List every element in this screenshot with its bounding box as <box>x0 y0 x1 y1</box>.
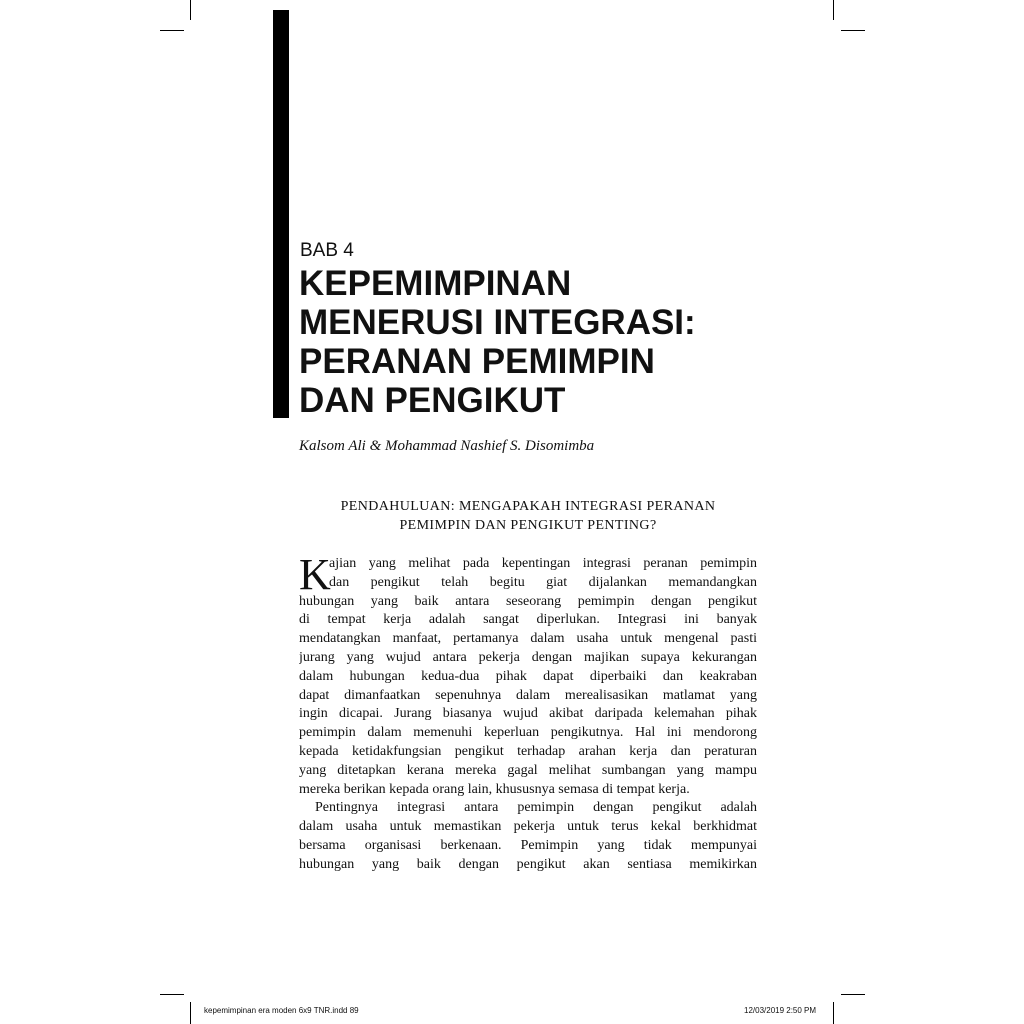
crop-mark <box>841 30 865 31</box>
body-line: dan pengikut telah begitu giat dijalankan memandangkan <box>329 574 757 590</box>
body-line: hubungan yang baik antara seseorang pemimpin dengan pengikut <box>299 593 757 609</box>
body-line: dapat dimanfaatkan sepenuhnya dalam merealisasikan matlamat yang <box>299 687 757 703</box>
authors: Kalsom Ali & Mohammad Nashief S. Disomimba <box>299 438 595 454</box>
body-line: ingin dicapai. Jurang biasanya wujud akibat daripada kelemahan pihak <box>299 706 757 722</box>
title-line: KEPEMIMPINAN <box>299 264 572 303</box>
section-heading-line: PEMIMPIN DAN PENGIKUT PENTING? <box>399 518 657 533</box>
body-line: yang ditetapkan kerana mereka gagal melihat sumbangan yang mampu <box>299 762 757 778</box>
body-text <box>299 550 757 875</box>
chapter-side-bar <box>273 10 289 418</box>
title-line: PERANAN PEMIMPIN <box>299 342 655 381</box>
crop-mark <box>160 30 184 31</box>
section-heading-line: PENDAHULUAN: MENGAPAKAH INTEGRASI PERANAN <box>340 499 716 514</box>
crop-mark <box>190 0 191 20</box>
body-line: di tempat kerja adalah sangat diperlukan. Integrasi ini banyak <box>299 612 757 628</box>
body-line: dalam usaha untuk memastikan pekerja untuk terus kekal berkhidmat <box>299 819 757 835</box>
chapter-title <box>299 264 696 420</box>
crop-mark <box>833 0 834 20</box>
body-line: mendatangkan manfaat, pertamanya dalam usaha untuk mengenal pasti <box>299 631 757 647</box>
crop-mark <box>190 1002 191 1024</box>
body-line: hubungan yang baik dengan pengikut akan sentiasa memikirkan <box>299 856 757 872</box>
title-line: DAN PENGIKUT <box>299 381 566 420</box>
body-line: jurang yang wujud antara pekerja dengan majikan supaya kekurangan <box>299 649 757 665</box>
section-heading <box>299 497 757 535</box>
footer-timestamp: 12/03/2019 2:50 PM <box>744 1006 817 1015</box>
body-line: mereka berikan kepada orang lain, khususnya semasa di tempat kerja. <box>299 781 690 797</box>
body-line: dalam hubungan kedua-dua pihak dapat diperbaiki dan keakraban <box>299 668 757 684</box>
crop-mark <box>833 1002 834 1024</box>
body-line: pemimpin dalam memenuhi keperluan pengikutnya. Hal ini mendorong <box>299 725 757 741</box>
footer-file-info: kepemimpinan era moden 6x9 TNR.indd 89 <box>204 1006 359 1015</box>
body-line: bersama organisasi berkenaan. Pemimpin yang tidak mempunyai <box>299 837 757 853</box>
title-line: MENERUSI INTEGRASI: <box>299 303 696 342</box>
body-line: Pentingnya integrasi antara pemimpin dengan pengikut adalah <box>315 800 757 816</box>
body-line: kepada ketidakfungsian pengikut terhadap arahan kerja dan peraturan <box>299 743 757 759</box>
crop-mark <box>160 994 184 995</box>
chapter-label: BAB 4 <box>300 240 354 261</box>
body-line: ajian yang melihat pada kepentingan integrasi peranan pemimpin <box>329 556 757 571</box>
drop-cap: K <box>299 550 331 599</box>
crop-mark <box>841 994 865 995</box>
